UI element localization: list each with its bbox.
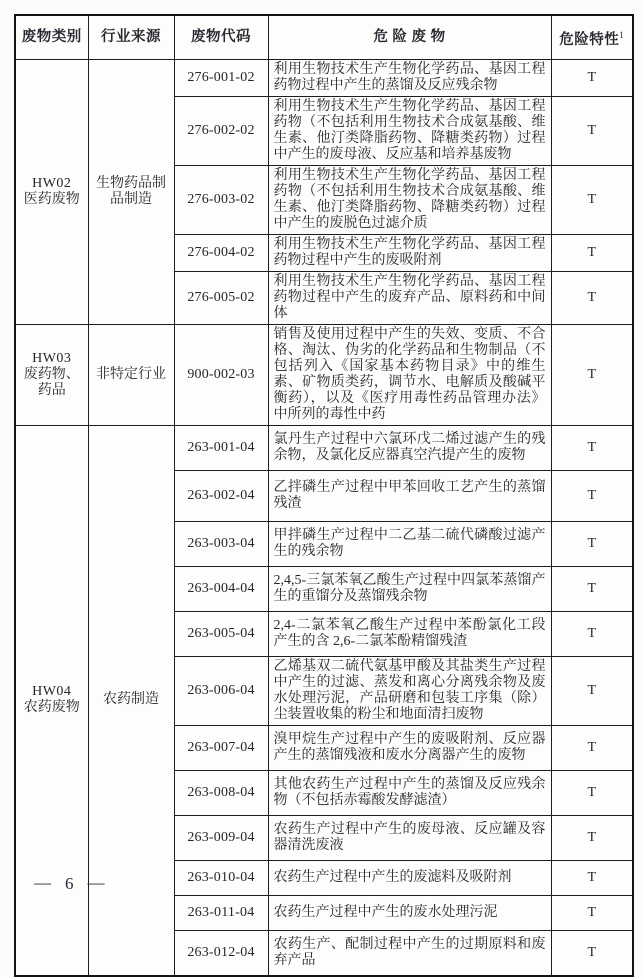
waste-code-cell: 263-008-04: [174, 770, 268, 815]
page-number: 6: [65, 874, 76, 893]
hazard-characteristic-cell: T: [551, 725, 633, 770]
footer-dash-right: —: [87, 873, 107, 892]
waste-category-cell: [15, 324, 88, 425]
category-code: HW04: [32, 684, 72, 700]
waste-description-cell: 利用生物技术生产生物化学药品、基因工程药物过程中产生的蒸馏及反应残余物: [268, 59, 551, 96]
waste-code-cell: 276-004-02: [174, 234, 268, 271]
waste-description-cell: 甲拌磷生产过程中二乙基二硫代磷酸过滤产生的残余物: [268, 521, 551, 566]
waste-code-cell: 263-012-04: [174, 930, 268, 976]
category-name: 医药废物: [23, 191, 80, 207]
table-row: [15, 324, 633, 425]
hazard-characteristic-cell: T: [551, 611, 633, 656]
waste-description-cell: 利用生物技术生产生物化学药品、基因工程药物（不包括利用生物技术合成氨基酸、维生素、他汀类降脂药物、降糖类药物）过程中产生的废母液、反应基和培养基废物: [268, 96, 551, 165]
table-row: [15, 425, 633, 470]
hazard-characteristic-cell: T: [551, 860, 633, 895]
hazardous-waste-table: [14, 14, 634, 977]
waste-code-cell: 263-011-04: [174, 895, 268, 930]
waste-description-cell: 农药生产、配制过程中产生的过期原料和废弃产品: [268, 930, 551, 976]
waste-code-cell: 276-002-02: [174, 96, 268, 165]
hazard-characteristic-cell: T: [551, 770, 633, 815]
waste-code-cell: 263-010-04: [174, 860, 268, 895]
header-hazard-footnote-marker: 1: [619, 30, 625, 40]
waste-code-cell: 263-009-04: [174, 815, 268, 860]
hazard-characteristic-cell: T: [551, 59, 633, 96]
hazard-characteristic-cell: T: [551, 895, 633, 930]
waste-code-cell: 263-003-04: [174, 521, 268, 566]
waste-description-cell: 利用生物技术生产生物化学药品、基因工程药物（不包括利用生物技术合成氨基酸、维生素、他汀类降脂药物、降糖类药物）过程中产生的废脱色过滤介质: [268, 165, 551, 234]
waste-code-cell: 276-001-02: [174, 59, 268, 96]
waste-description-cell: 乙拌磷生产过程中甲苯回收工艺产生的蒸馏残渣: [268, 470, 551, 521]
waste-code-cell: 276-005-02: [174, 271, 268, 324]
hazard-characteristic-cell: T: [551, 165, 633, 234]
hazard-characteristic-cell: T: [551, 324, 633, 425]
footer-dash-left: —: [34, 873, 53, 892]
hazard-characteristic-cell: T: [551, 656, 633, 725]
waste-description-cell: 2,4-二氯苯氧乙酸生产过程中苯酚氯化工段产生的含 2,6-二氯苯酚精馏残渣: [268, 611, 551, 656]
header-hazard-characteristic: [551, 15, 633, 59]
waste-code-cell: 263-004-04: [174, 566, 268, 611]
waste-code-cell: 263-005-04: [174, 611, 268, 656]
header-waste-category: 废物类别: [15, 15, 88, 59]
hazard-characteristic-cell: T: [551, 234, 633, 271]
waste-description-cell: 利用生物技术生产生物化学药品、基因工程药物过程中产生的废弃产品、原料药和中间体: [268, 271, 551, 324]
waste-description-cell: 2,4,5-三氯苯氧乙酸生产过程中四氯苯蒸馏产生的重馏分及蒸馏残余物: [268, 566, 551, 611]
waste-description-cell: 农药生产过程中产生的废滤料及吸附剂: [268, 860, 551, 895]
waste-description-cell: 乙烯基双二硫代氨基甲酸及其盐类生产过程中产生的过滤、蒸发和离心分离残余物及废水处理污泥，产品研磨和包装工序集（除）尘装置收集的粉尘和地面清扫废物: [268, 656, 551, 725]
hazard-characteristic-cell: T: [551, 815, 633, 860]
waste-category-cell: [15, 59, 88, 324]
hazard-characteristic-cell: T: [551, 566, 633, 611]
waste-description-cell: 销售及使用过程中产生的失效、变质、不合格、淘汰、伪劣的化学药品和生物制品（不包括列入《国家基本药物目录》中的维生素、矿物质类药，调节水、电解质及酸碱平衡药），以及《医疗用毒性药品管理办法》中所列的毒性中药: [268, 324, 551, 425]
category-code: HW03: [32, 350, 72, 366]
hazard-characteristic-cell: T: [551, 521, 633, 566]
table-row: [15, 59, 633, 96]
waste-description-cell: 其他农药生产过程中产生的蒸馏及反应残余物（不包括赤霉酸发酵滤渣）: [268, 770, 551, 815]
header-industry-source: 行业来源: [88, 15, 174, 59]
header-hazardous-waste: 危 险 废 物: [268, 15, 551, 59]
waste-code-cell: 276-003-02: [174, 165, 268, 234]
waste-code-cell: 263-001-04: [174, 425, 268, 470]
page-footer: [34, 874, 119, 894]
header-hazard-characteristic-label: 危险特性: [559, 31, 620, 48]
waste-description-cell: 溴甲烷生产过程中产生的废吸附剂、反应器产生的蒸馏残液和废水分离器产生的废物: [268, 725, 551, 770]
table-header-row: [15, 15, 633, 59]
hazard-characteristic-cell: T: [551, 470, 633, 521]
waste-code-cell: 900-002-03: [174, 324, 268, 425]
industry-source-cell: 非特定行业: [88, 324, 174, 425]
hazard-characteristic-cell: T: [551, 271, 633, 324]
industry-source-cell: 生物药品制品制造: [88, 59, 174, 324]
waste-code-cell: 263-002-04: [174, 470, 268, 521]
waste-description-cell: 氯丹生产过程中六氯环戊二烯过滤产生的残余物，及氯化反应器真空汽提产生的废物: [268, 425, 551, 470]
waste-code-cell: 263-006-04: [174, 656, 268, 725]
category-name: 农药废物: [23, 700, 80, 716]
category-code: HW02: [32, 175, 72, 191]
waste-description-cell: 农药生产过程中产生的废母液、反应罐及容器清洗废液: [268, 815, 551, 860]
hazard-characteristic-cell: T: [551, 425, 633, 470]
waste-description-cell: 利用生物技术生产生物化学药品、基因工程药物过程中产生的废吸附剂: [268, 234, 551, 271]
header-waste-code: 废物代码: [174, 15, 268, 59]
hazard-characteristic-cell: T: [551, 96, 633, 165]
waste-description-cell: 农药生产过程中产生的废水处理污泥: [268, 895, 551, 930]
industry-source-cell: 农药制造: [88, 425, 174, 976]
waste-code-cell: 263-007-04: [174, 725, 268, 770]
hazard-characteristic-cell: T: [551, 930, 633, 976]
category-name: 废药物、药品: [23, 366, 80, 398]
